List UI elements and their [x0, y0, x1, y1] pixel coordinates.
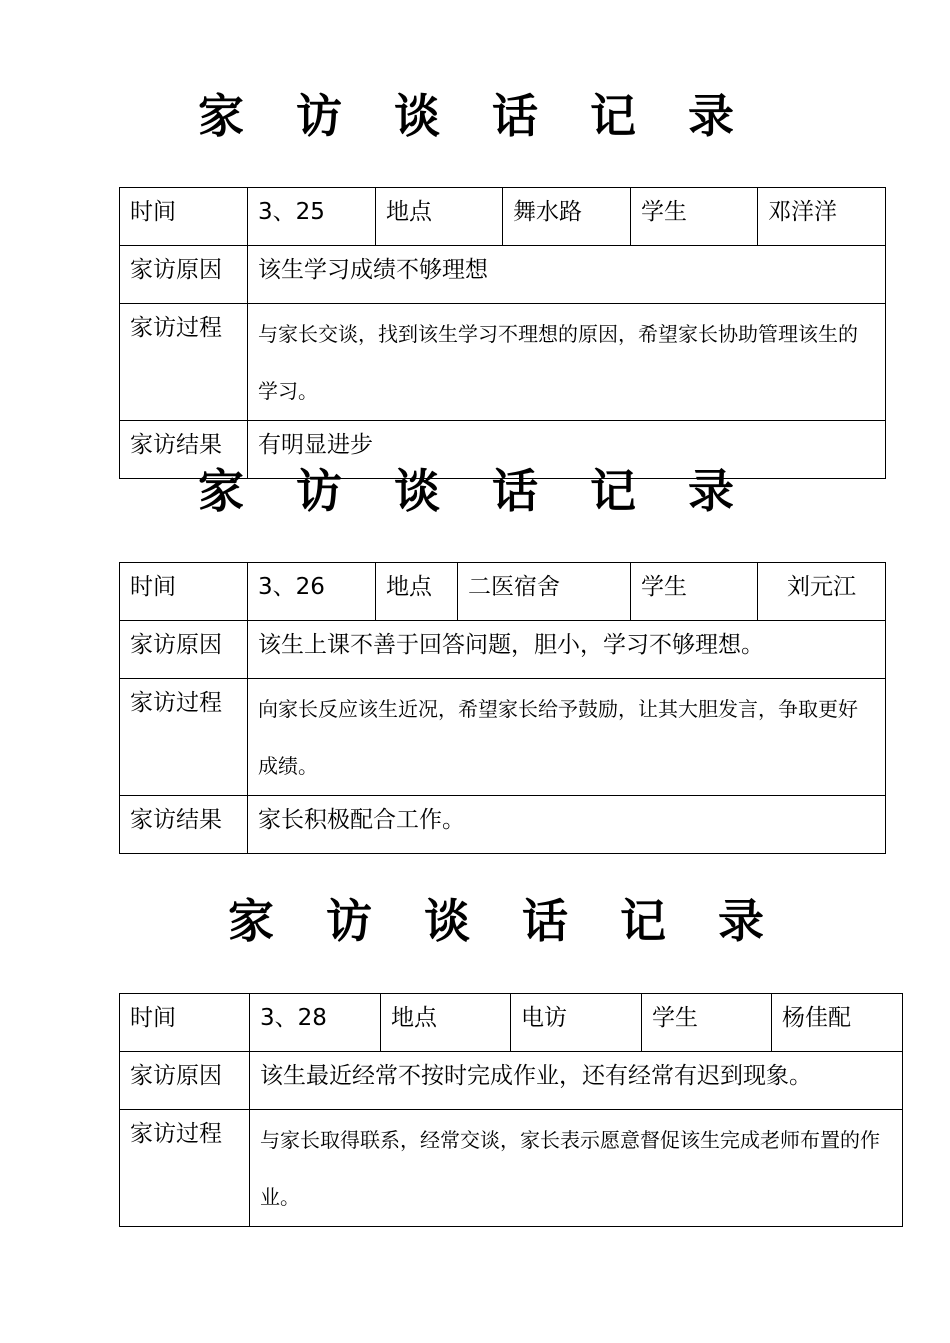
- student-label: 学生: [642, 994, 772, 1052]
- record-1-title: 家 访 谈 话 记 录: [197, 89, 753, 143]
- process-label: 家访过程: [120, 304, 248, 421]
- place-label: 地点: [381, 994, 511, 1052]
- result-label: 家访结果: [120, 796, 248, 854]
- time-label: 时间: [120, 188, 248, 246]
- time-label: 时间: [120, 563, 248, 621]
- reason-value: 该生上课不善于回答问题，胆小，学习不够理想。: [248, 621, 886, 679]
- record-1-table: [119, 187, 886, 479]
- place-value: 二医宿舍: [458, 563, 631, 621]
- result-value: 有明显进步: [248, 421, 886, 479]
- reason-value: 该生学习成绩不够理想: [248, 246, 886, 304]
- student-label: 学生: [631, 188, 758, 246]
- student-value: 杨佳配: [772, 994, 903, 1052]
- reason-label: 家访原因: [120, 621, 248, 679]
- process-label: 家访过程: [120, 1110, 250, 1227]
- student-value: 刘元江: [758, 563, 886, 621]
- time-label: 时间: [120, 994, 250, 1052]
- record-2-table: [119, 562, 886, 854]
- place-label: 地点: [376, 563, 458, 621]
- place-value: 电访: [511, 994, 642, 1052]
- time-value: 3、26: [248, 563, 376, 621]
- student-value: 邓洋洋: [758, 188, 886, 246]
- record-2-title: 家 访 谈 话 记 录: [197, 464, 753, 518]
- place-label: 地点: [376, 188, 503, 246]
- result-label: 家访结果: [120, 421, 248, 479]
- record-3-table: [119, 993, 903, 1227]
- reason-value: 该生最近经常不按时完成作业，还有经常有迟到现象。: [250, 1052, 903, 1110]
- process-value: 向家长反应该生近况，希望家长给予鼓励，让其大胆发言，争取更好成绩。: [248, 679, 886, 796]
- student-label: 学生: [631, 563, 758, 621]
- result-value: 家长积极配合工作。: [248, 796, 886, 854]
- record-3-title: 家 访 谈 话 记 录: [227, 894, 783, 948]
- process-value: 与家长交谈，找到该生学习不理想的原因，希望家长协助管理该生的学习。: [248, 304, 886, 421]
- place-value: 舞水路: [503, 188, 631, 246]
- process-value: 与家长取得联系，经常交谈，家长表示愿意督促该生完成老师布置的作业。: [250, 1110, 903, 1227]
- reason-label: 家访原因: [120, 246, 248, 304]
- time-value: 3、25: [248, 188, 376, 246]
- process-label: 家访过程: [120, 679, 248, 796]
- reason-label: 家访原因: [120, 1052, 250, 1110]
- time-value: 3、28: [250, 994, 381, 1052]
